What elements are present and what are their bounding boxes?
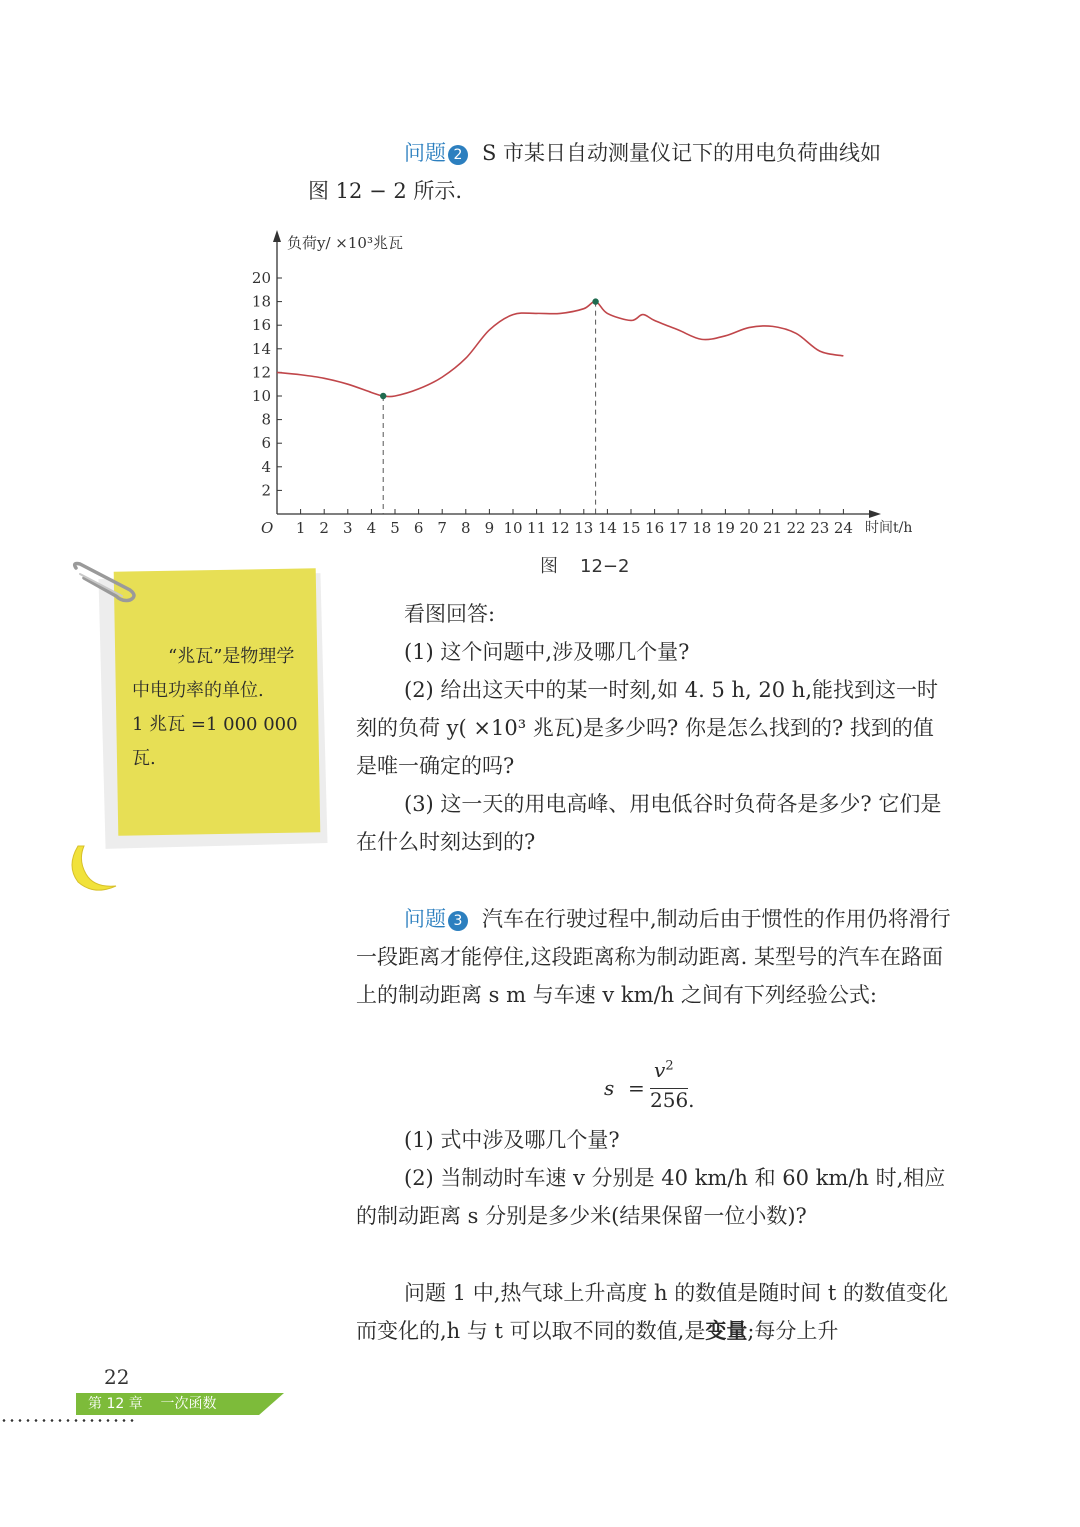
formula-numerator [654,1058,674,1082]
origin-label: O [261,519,274,537]
y-tick-label: 18 [251,292,271,311]
x-tick-label: 12 [550,519,570,537]
variable-paragraph-text-a: 问题 1 中,热气球上升高度 h 的数值是随时间 t 的数值变化而变化的,h 与 t 可以取不同的数值,是 [356,1281,949,1343]
question3-1: (1) 式中涉及哪几个量? [404,1128,620,1152]
note-line2: 1 兆瓦 =1 000 000 瓦. [132,714,298,769]
y-axis-label: 负荷y/ ×10³兆瓦 [287,234,403,252]
marked-point [380,393,386,399]
x-tick-label: 10 [503,519,523,537]
x-tick-label: 6 [413,519,424,537]
problem2-label: 问题 [404,141,446,165]
formula-denominator: 256. [650,1088,695,1112]
variable-paragraph-text-b: ;每分上升 [747,1319,839,1343]
question2-3: (3) 这一天的用电高峰、用电低谷时负荷各是多少? 它们是在什么时刻达到的? [356,792,942,854]
load-curve-line [277,302,843,397]
page-number: 22 [104,1365,130,1389]
x-tick-label: 3 [343,519,353,537]
x-tick-label: 14 [597,519,617,537]
x-tick-label: 21 [763,519,783,537]
question2-2: (2) 给出这天中的某一时刻,如 4. 5 h, 20 h,能找到这一时刻的负荷 y( ×10³ 兆瓦)是多少吗? 你是怎么找到的? 找到的值是唯一确定的吗? [356,678,938,778]
problem3-text: 汽车在行驶过程中,制动后由于惯性的作用仍将滑行一段距离才能停住,这段距离称为制动距离. 某型号的汽车在路面上的制动距离 s m 与车速 v km/h 之间有下列经验公式: [356,907,951,1007]
y-tick-label: 10 [251,387,271,405]
marked-point [592,298,598,304]
chapter-label: 第 12 章 一次函数 [88,1396,217,1412]
x-tick-label: 23 [810,519,830,537]
variable-paragraph [356,1274,952,1350]
x-tick-label: 13 [574,519,594,537]
problem2-number-badge: 2 [448,145,468,165]
x-tick-label: 22 [786,519,806,537]
problem2-text-line1: S 市某日自动测量仪记下的用电负荷曲线如 [482,141,882,165]
y-axis-arrow [273,230,281,242]
y-tick-label: 2 [261,481,271,500]
x-tick-label: 4 [366,519,377,537]
x-axis-arrow [869,510,881,518]
footer-dotted-rule [0,1419,136,1422]
y-tick-label: 16 [251,316,271,335]
x-axis-label: 时间t/h [865,520,913,536]
crescent-icon [64,842,124,896]
x-tick-label: 16 [645,519,665,537]
y-tick-label: 12 [251,363,271,382]
paperclip-icon [70,560,140,610]
problem3-paragraph [356,900,952,1014]
x-tick-label: 20 [739,519,759,537]
x-tick-label: 11 [527,519,547,537]
read-prompt: 看图回答: [404,602,496,626]
y-tick-label: 8 [261,410,271,429]
x-tick-label: 18 [692,519,712,537]
x-tick-label: 24 [833,519,853,537]
note-line1: “兆瓦”是物理学中电功率的单位. [132,646,295,701]
x-tick-label: 15 [621,519,641,537]
question3-2: (2) 当制动时车速 v 分别是 40 km/h 和 60 km/h 时,相应的制动距离 s 分别是多少米(结果保留一位小数)? [356,1166,946,1228]
figure-caption [540,552,629,578]
formula-numerator-var: v [654,1058,666,1082]
problem3-number-badge: 3 [448,911,468,931]
y-tick-label: 4 [261,457,271,476]
x-tick-label: 17 [668,519,688,537]
y-tick-label: 6 [261,434,271,453]
problem2-paragraph [308,134,952,210]
x-tick-label: 7 [437,519,447,537]
x-tick-label: 5 [390,519,400,537]
x-tick-label: 19 [715,519,735,537]
y-tick-label: 14 [251,339,271,358]
x-tick-label: 8 [461,519,471,537]
x-tick-label: 1 [295,519,306,537]
formula-numerator-exponent: 2 [665,1058,674,1074]
y-tick-label: 20 [251,269,271,287]
figure-caption-number: 12−2 [580,556,630,577]
load-curve-chart [250,226,930,546]
formula-lhs: s [604,1076,615,1100]
question2-1: (1) 这个问题中,涉及哪几个量? [404,640,690,664]
problem2-text-line2: 图 12 − 2 所示. [308,179,463,203]
variable-term: 变量 [705,1318,748,1343]
note-text [132,640,310,776]
x-tick-label: 9 [484,519,495,537]
x-tick-label: 2 [319,519,329,537]
figure-caption-prefix: 图 [540,556,558,577]
problem3-label: 问题 [404,907,446,931]
formula-equals: = [628,1076,645,1100]
